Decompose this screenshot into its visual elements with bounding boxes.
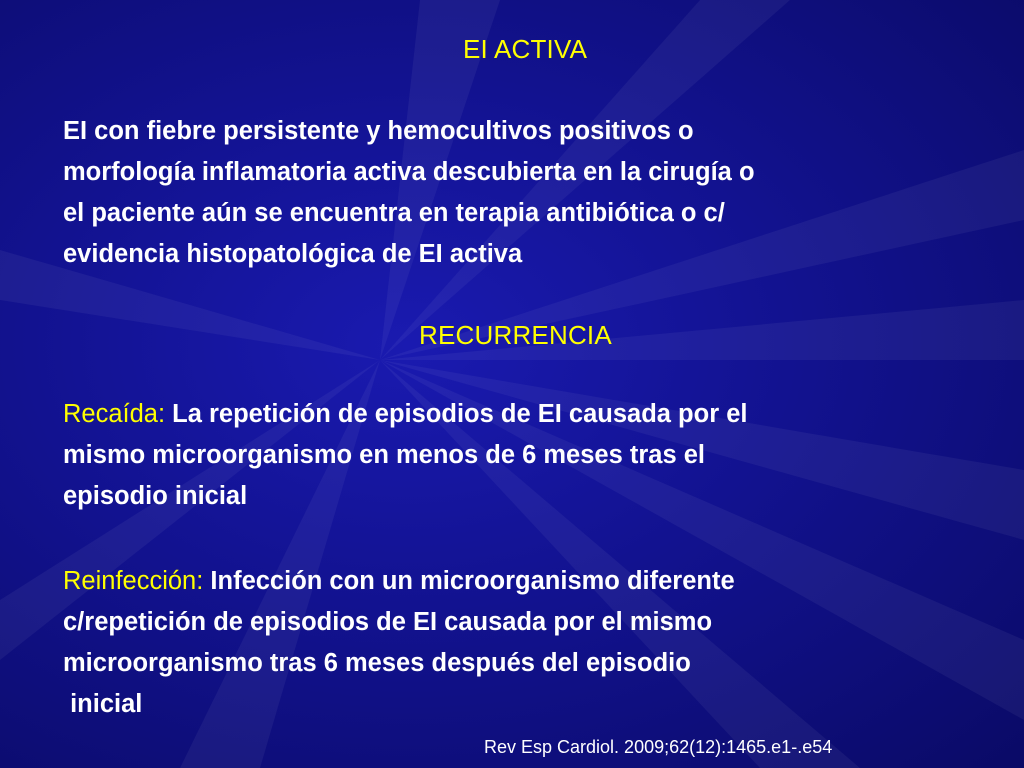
- reinfeccion-definition: [63, 561, 1008, 725]
- definition-line: evidencia histopatológica de EI activa: [63, 240, 523, 268]
- recurrencia-heading: RECURRENCIA: [419, 320, 612, 350]
- recaida-definition: [63, 394, 1008, 517]
- recaida-line: mismo microorganismo en menos de 6 meses tras el: [63, 441, 705, 469]
- reinfeccion-line: c/repetición de episodios de EI causada por el mismo: [63, 608, 713, 636]
- recaida-text: La repetición de episodios de EI causada por el: [165, 400, 748, 428]
- reinfeccion-line: microorganismo tras 6 meses después del episodio: [63, 649, 691, 677]
- recaida-line: [63, 394, 1008, 435]
- recaida-term: Recaída:: [63, 400, 166, 428]
- ei-activa-definition: [63, 111, 1008, 275]
- reinfeccion-term: Reinfección:: [63, 567, 204, 595]
- reinfeccion-text: Infección con un microorganismo diferente: [203, 567, 735, 595]
- definition-line: morfología inflamatoria activa descubierta en la cirugía o: [63, 158, 755, 186]
- definition-line: EI con fiebre persistente y hemocultivos positivos o: [63, 117, 694, 145]
- recaida-line: episodio inicial: [63, 482, 248, 510]
- reference-citation: Rev Esp Cardiol. 2009;62(12):1465.e1-.e54: [484, 737, 833, 757]
- reinfeccion-line: [63, 561, 1008, 602]
- slide-title: EI ACTIVA: [463, 34, 588, 64]
- reinfeccion-line: inicial: [63, 690, 143, 718]
- definition-line: el paciente aún se encuentra en terapia antibiótica o c/: [63, 199, 725, 227]
